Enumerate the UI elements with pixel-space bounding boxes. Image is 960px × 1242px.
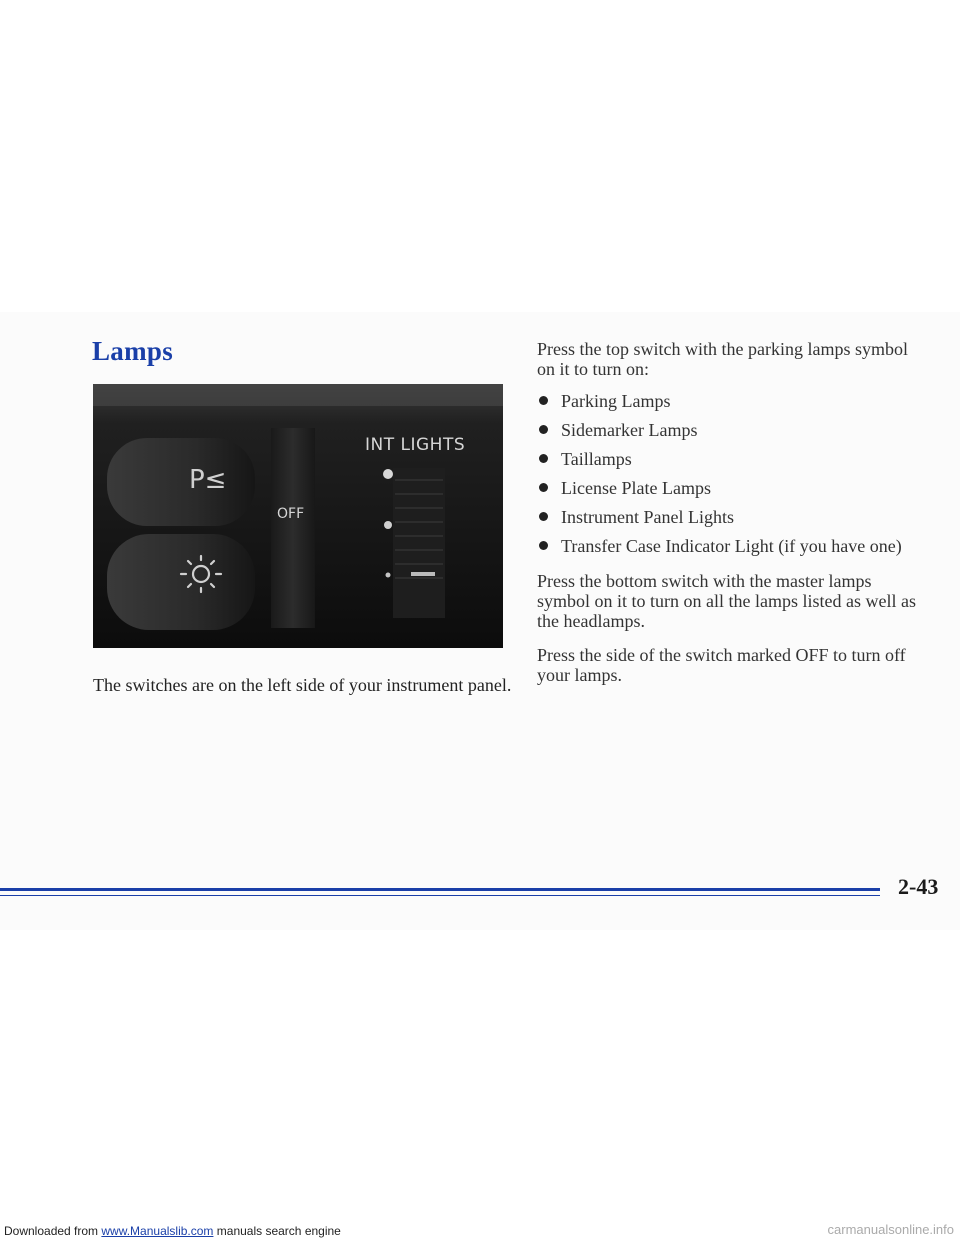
switch-panel-photo <box>93 384 503 648</box>
int-lights-label: INT LIGHTS <box>365 435 466 455</box>
bullet-icon <box>539 425 548 434</box>
bullet-icon <box>539 454 548 463</box>
footer-rule <box>0 888 880 891</box>
off-label: OFF <box>277 506 305 522</box>
off-switch-paragraph: Press the side of the switch marked OFF to turn off your lamps. <box>537 645 906 685</box>
manual-page <box>0 312 960 930</box>
parking-lamps-symbol: P≤ <box>189 465 227 495</box>
list-item: Instrument Panel Lights <box>537 507 927 536</box>
master-switch-paragraph: Press the bottom switch with the master lamps symbol on it to turn on all the lamps listed as well as the headlamps. <box>537 571 916 631</box>
indicator-dot-large <box>383 469 393 479</box>
bullet-icon <box>539 396 548 405</box>
bullet-icon <box>539 483 548 492</box>
list-item: Transfer Case Indicator Light (if you have one) <box>537 536 927 565</box>
list-item: Parking Lamps <box>537 391 927 420</box>
switch-panel-image <box>93 384 503 648</box>
manualslib-link[interactable]: www.Manualslib.com <box>101 1224 214 1238</box>
list-item: Taillamps <box>537 449 927 478</box>
bullet-icon <box>539 512 548 521</box>
download-footer: Downloaded from www.Manualslib.com manuals search engine <box>4 1224 341 1238</box>
bullet-icon <box>539 541 548 550</box>
intro-paragraph: Press the top switch with the parking lamps symbol on it to turn on: <box>537 339 908 379</box>
footer-rule-thin <box>0 895 880 896</box>
photo-caption: The switches are on the left side of your instrument panel. <box>93 675 512 695</box>
list-item: License Plate Lamps <box>537 478 927 507</box>
lamp-list <box>537 391 927 565</box>
list-item: Sidemarker Lamps <box>537 420 927 449</box>
watermark: carmanualsonline.info <box>827 1222 954 1237</box>
page-title: Lamps <box>92 336 174 366</box>
instructions-column <box>537 339 927 699</box>
indicator-dot-medium <box>384 521 392 529</box>
indicator-dot-small <box>386 573 391 578</box>
page-number: 2-43 <box>898 874 939 899</box>
